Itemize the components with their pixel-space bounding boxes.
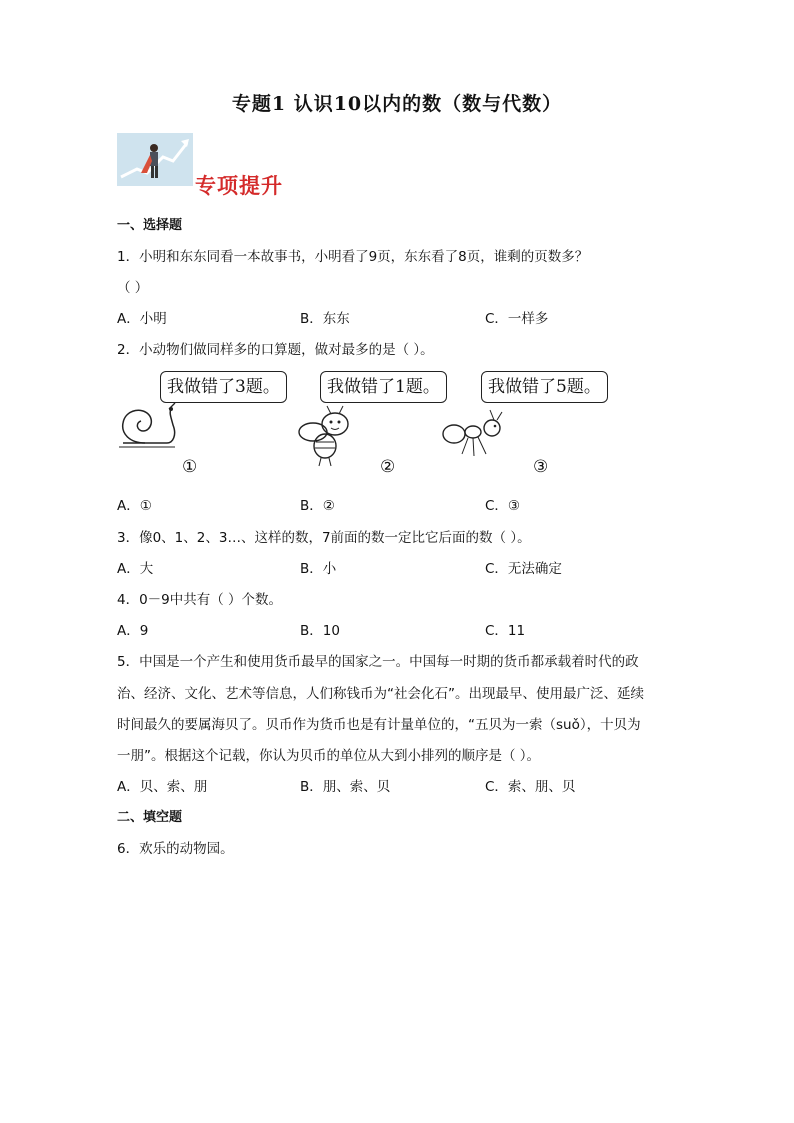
question-3-option-a: A．大 bbox=[117, 561, 154, 577]
question-5-option-b: B．朋、索、贝 bbox=[300, 779, 391, 795]
animal-label-2: ② bbox=[380, 457, 396, 477]
banner-heading: 专项提升 bbox=[195, 174, 283, 198]
question-5-line-3: 时间最久的要属海贝了。贝币作为货币也是有计量单位的，“五贝为一索（suǒ），十贝为 bbox=[117, 717, 641, 733]
question-3-text: 3．像0、1、2、3…、这样的数，7前面的数一定比它后面的数（ ）。 bbox=[117, 530, 531, 546]
question-1-option-c: C．一样多 bbox=[485, 311, 549, 327]
question-3-option-c: C．无法确定 bbox=[485, 561, 562, 577]
question-2-text: 2．小动物们做同样多的口算题，做对最多的是（ ）。 bbox=[117, 342, 434, 358]
question-1-option-a: A．小明 bbox=[117, 311, 167, 327]
question-4-text: 4．0－9中共有（ ）个数。 bbox=[117, 592, 283, 608]
speech-bubble-ant: 我做错了5题。 bbox=[481, 371, 608, 403]
question-6-text: 6．欢乐的动物园。 bbox=[117, 841, 234, 857]
ant-icon bbox=[440, 408, 510, 460]
snail-icon bbox=[115, 395, 185, 455]
question-1-blank: （ ） bbox=[117, 280, 149, 296]
question-5-option-c: C．索、朋、贝 bbox=[485, 779, 576, 795]
question-2-option-c: C．③ bbox=[485, 498, 521, 514]
question-4-option-a: A．9 bbox=[117, 623, 149, 639]
question-5-line-1: 5．中国是一个产生和使用货币最早的国家之一。中国每一时期的货币都承载着时代的政 bbox=[117, 654, 639, 670]
page-title: 专题1 认识10以内的数（数与代数） bbox=[231, 93, 563, 115]
question-4-option-c: C．11 bbox=[485, 623, 526, 639]
question-3-option-b: B．小 bbox=[300, 561, 337, 577]
question-1-text: 1．小明和东东同看一本故事书，小明看了9页，东东看了8页，谁剩的页数多？ bbox=[117, 249, 589, 265]
bee-icon bbox=[295, 400, 360, 470]
question-5-line-2: 治、经济、文化、艺术等信息，人们称钱币为“社会化石”。出现最早、使用最广泛、延续 bbox=[117, 686, 644, 702]
speech-bubble-snail: 我做错了3题。 bbox=[160, 371, 287, 403]
question-2-option-b: B．② bbox=[300, 498, 335, 514]
section-heading-fill: 二、填空题 bbox=[117, 810, 183, 825]
section-heading-choice: 一、选择题 bbox=[117, 218, 183, 233]
animal-label-3: ③ bbox=[533, 457, 549, 477]
question-2-option-a: A．① bbox=[117, 498, 152, 514]
question-5-line-4: 一朋”。根据这个记载，你认为贝币的单位从大到小排列的顺序是（ ）。 bbox=[117, 748, 541, 764]
question-1-option-b: B．东东 bbox=[300, 311, 350, 327]
animal-label-1: ① bbox=[182, 457, 198, 477]
question-5-option-a: A．贝、索、朋 bbox=[117, 779, 208, 795]
question-4-option-b: B．10 bbox=[300, 623, 340, 639]
speech-bubble-bee: 我做错了1题。 bbox=[320, 371, 447, 403]
person-on-growth-arrow-icon bbox=[117, 133, 193, 186]
